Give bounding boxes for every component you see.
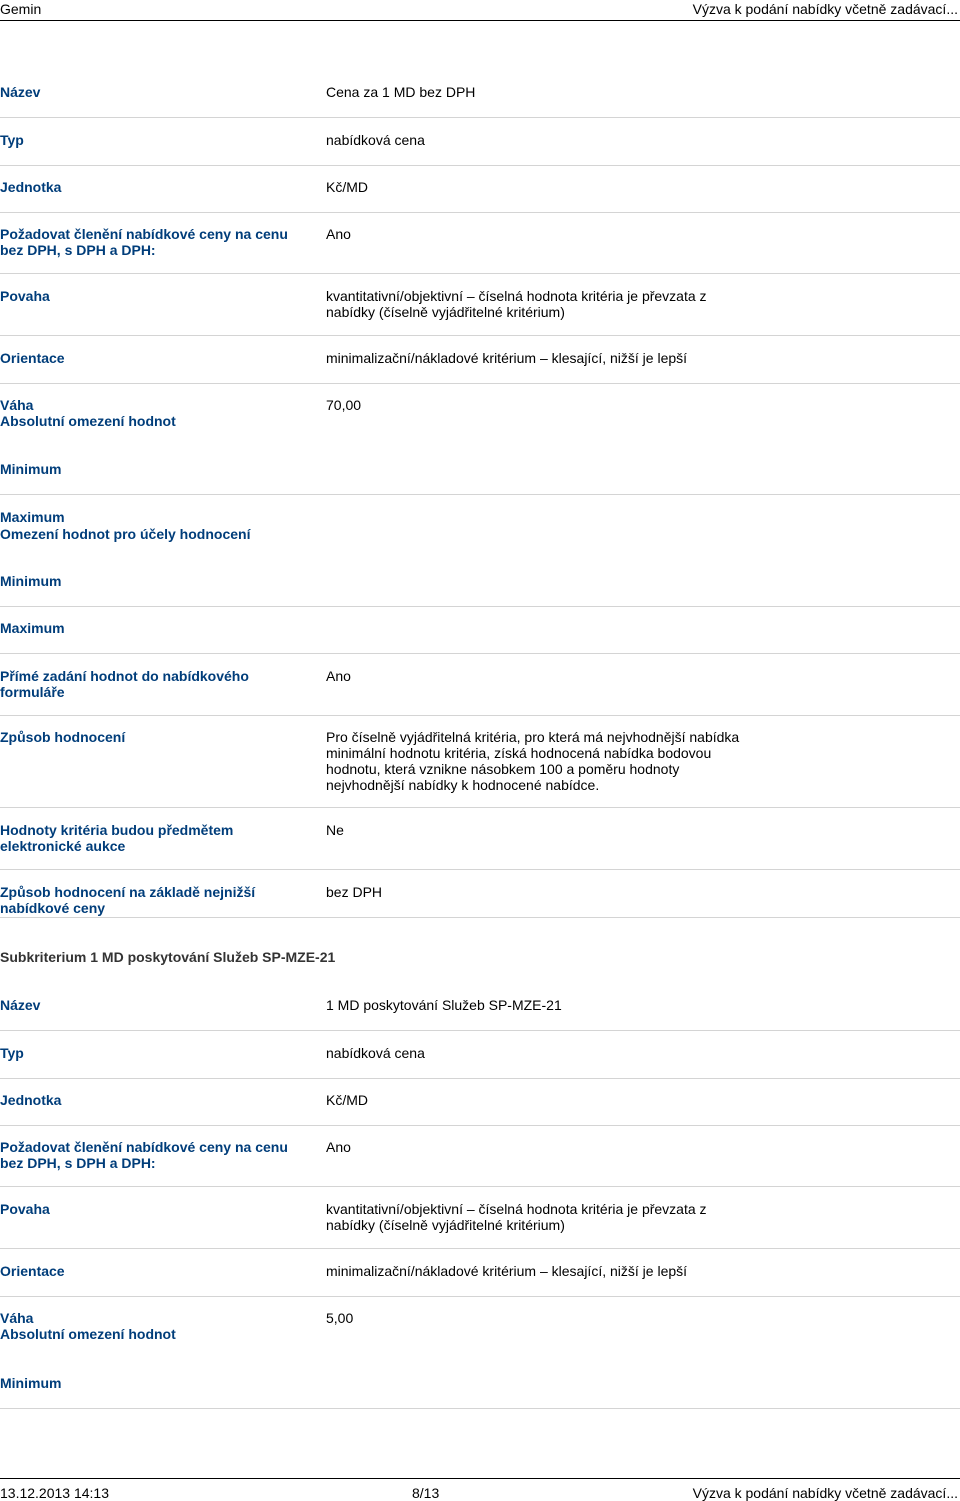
label-typ-2: Typ bbox=[0, 1045, 24, 1061]
label-orientace-2: Orientace bbox=[0, 1263, 65, 1279]
row-prime bbox=[0, 668, 960, 716]
value-vaha-2: 5,00 bbox=[326, 1310, 354, 1326]
value-nazev-2: 1 MD poskytování Služeb SP-MZE-21 bbox=[326, 997, 562, 1013]
value-povaha: kvantitativní/objektivní – číselná hodnota kritéria je převzata z nabídky (číselně vyjádřitelné kritérium) bbox=[326, 288, 707, 320]
label-nazev: Název bbox=[0, 84, 41, 100]
row-aukce bbox=[0, 822, 960, 870]
row-minimum2 bbox=[0, 573, 960, 607]
row-clenni-2 bbox=[0, 1139, 960, 1187]
label-clenni-2: Požadovat členění nabídkové ceny na cenu bez DPH, s DPH a DPH: bbox=[0, 1139, 288, 1171]
label-minimum: Minimum bbox=[0, 461, 62, 477]
label-povaha-2: Povaha bbox=[0, 1201, 50, 1217]
label-maximum: Maximum bbox=[0, 509, 65, 525]
row-orientace-2 bbox=[0, 1263, 960, 1297]
label-orientace: Orientace bbox=[0, 350, 65, 366]
footer-page-number: 8/13 bbox=[412, 1485, 440, 1501]
label-vaha-2: Váha bbox=[0, 1310, 34, 1326]
value-typ-2: nabídková cena bbox=[326, 1045, 425, 1061]
subcriterion-title: Subkriterium 1 MD poskytování Služeb SP-MZE-21 bbox=[0, 949, 336, 965]
footer-date: 13.12.2013 14:13 bbox=[0, 1485, 109, 1501]
value-clenni: Ano bbox=[326, 226, 351, 242]
value-zpusob2: bez DPH bbox=[326, 884, 383, 900]
value-orientace: minimalizační/nákladové kritérium – klesající, nižší je lepší bbox=[326, 350, 688, 366]
row-clenni bbox=[0, 226, 960, 274]
header-left: Gemin bbox=[0, 1, 42, 17]
row-zpusob2 bbox=[0, 884, 960, 918]
row-vaha bbox=[0, 397, 960, 431]
row-nazev-2 bbox=[0, 997, 960, 1031]
label-typ: Typ bbox=[0, 132, 24, 148]
row-maximum2 bbox=[0, 620, 960, 654]
header-right: Výzva k podání nabídky včetně zadávací... bbox=[692, 1, 958, 17]
row-zpusob bbox=[0, 729, 960, 808]
label-aukce: Hodnoty kritéria budou předmětem elektronické aukce bbox=[0, 822, 234, 854]
row-jednotka bbox=[0, 179, 960, 213]
label-absolutni-omezeni-2: Absolutní omezení hodnot bbox=[0, 1326, 176, 1342]
value-povaha-2: kvantitativní/objektivní – číselná hodnota kritéria je převzata z nabídky (číselně vyjádřitelné kritérium) bbox=[326, 1201, 707, 1233]
label-maximum2: Maximum bbox=[0, 620, 65, 636]
value-jednotka: Kč/MD bbox=[326, 179, 368, 195]
value-clenni-2: Ano bbox=[326, 1139, 351, 1155]
value-jednotka-2: Kč/MD bbox=[326, 1092, 368, 1108]
row-minimum-2 bbox=[0, 1375, 960, 1409]
row-minimum bbox=[0, 461, 960, 495]
label-zpusob2: Způsob hodnocení na základě nejnižší nabídkové ceny bbox=[0, 884, 256, 916]
row-typ bbox=[0, 132, 960, 166]
label-clenni: Požadovat členění nabídkové ceny na cenu bez DPH, s DPH a DPH: bbox=[0, 226, 288, 258]
row-jednotka-2 bbox=[0, 1092, 960, 1126]
label-omezeni-hodnot: Omezení hodnot pro účely hodnocení bbox=[0, 526, 251, 542]
row-typ-2 bbox=[0, 1045, 960, 1079]
label-zpusob: Způsob hodnocení bbox=[0, 729, 126, 745]
label-minimum-2: Minimum bbox=[0, 1375, 62, 1391]
row-orientace bbox=[0, 350, 960, 384]
row-povaha-2 bbox=[0, 1201, 960, 1249]
label-jednotka-2: Jednotka bbox=[0, 1092, 62, 1108]
footer-right: Výzva k podání nabídky včetně zadávací... bbox=[692, 1485, 958, 1501]
value-vaha: 70,00 bbox=[326, 397, 362, 413]
value-orientace-2: minimalizační/nákladové kritérium – klesající, nižší je lepší bbox=[326, 1263, 688, 1279]
label-absolutni-omezeni: Absolutní omezení hodnot bbox=[0, 413, 176, 429]
value-prime: Ano bbox=[326, 668, 351, 684]
value-typ: nabídková cena bbox=[326, 132, 425, 148]
label-vaha: Váha bbox=[0, 397, 34, 413]
label-prime: Přímé zadání hodnot do nabídkového formuláře bbox=[0, 668, 249, 700]
label-povaha: Povaha bbox=[0, 288, 50, 304]
row-povaha bbox=[0, 288, 960, 336]
value-nazev: Cena za 1 MD bez DPH bbox=[326, 84, 476, 100]
value-aukce: Ne bbox=[326, 822, 344, 838]
page-footer bbox=[0, 1478, 960, 1501]
row-nazev bbox=[0, 84, 960, 118]
row-maximum bbox=[0, 509, 960, 543]
label-jednotka: Jednotka bbox=[0, 179, 62, 195]
value-zpusob: Pro číselně vyjádřitelná kritéria, pro která má nejvhodnější nabídka minimální hodnotu kritéria, získá hodnocená nabídka bodovou hodnotu, která vznikne násobkem 100 a poměru hodnoty nejvhodnější nabídky k hodnocené nabídce. bbox=[326, 729, 740, 793]
label-nazev-2: Název bbox=[0, 997, 41, 1013]
label-minimum2: Minimum bbox=[0, 573, 62, 589]
page-header bbox=[0, 0, 960, 21]
row-vaha-2 bbox=[0, 1310, 960, 1344]
